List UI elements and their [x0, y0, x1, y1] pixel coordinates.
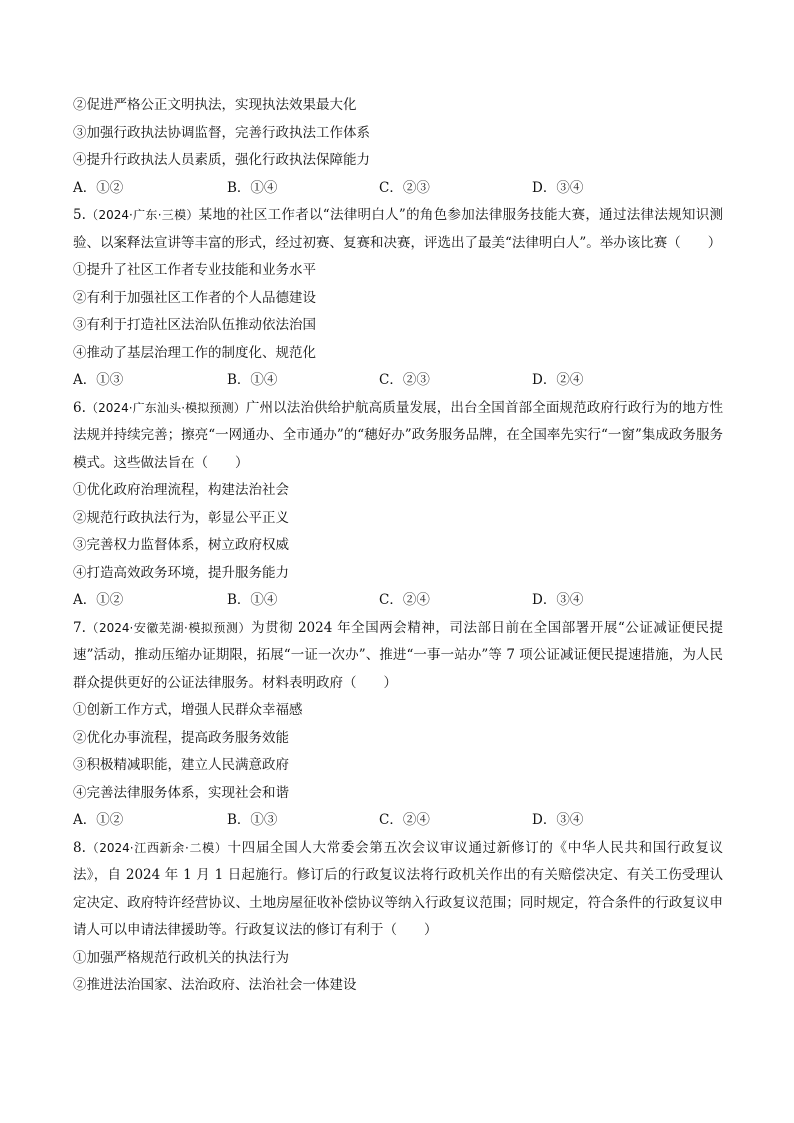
q8-stem — [73, 835, 723, 945]
q4-option-a: A．①② — [73, 179, 124, 196]
question-6 — [73, 395, 723, 615]
q4-item-3: ③加强行政执法协调监督，完善行政执法工作体系 — [73, 124, 370, 141]
q5-item-1: ①提升了社区工作者专业技能和业务水平 — [73, 262, 316, 278]
q6-options — [73, 587, 723, 615]
q6-item-4: ④打造高效政务环境，提升服务能力 — [73, 564, 289, 581]
q5-stem — [73, 202, 723, 257]
q7-option-c: C．②④ — [379, 812, 430, 828]
page-content — [73, 92, 723, 1000]
q5-number: 5. — [73, 207, 86, 223]
q4-option-d: D．③④ — [532, 179, 584, 196]
q5-option-a: A．①③ — [73, 372, 124, 388]
q6-item-1: ①优化政府治理流程，构建法治社会 — [73, 482, 289, 498]
q4-option-c: C．②③ — [379, 179, 430, 196]
q7-source: （2024·安徽芜湖·模拟预测） — [85, 620, 252, 635]
q7-option-a: A．①② — [73, 812, 124, 828]
q6-stem — [73, 395, 723, 478]
q5-item-2: ②有利于加强社区工作者的个人品德建设 — [73, 289, 316, 306]
q5-item-3: ③有利于打造社区法治队伍推动依法治国 — [73, 317, 316, 333]
q7-item-3: ③积极精减职能，建立人民满意政府 — [73, 757, 289, 773]
q6-text: 广州以法治供给护航高质量发展，出台全国首部全面规范政府行政行为的地方性法规并持续完善；擦亮“一网通办、全市通办”的“穗好办”政务服务品牌，在全国率先实行“一窗”集成政务服务模式。这些做法旨在（ ） — [73, 399, 723, 471]
q7-item-1: ①创新工作方式，增强人民群众幸福感 — [73, 702, 303, 718]
q6-item-2: ②规范行政执法行为，彰显公平正义 — [73, 509, 289, 526]
q7-option-d: D．③④ — [532, 812, 584, 828]
q6-option-a: A．①② — [73, 592, 124, 608]
q7-text: 为贯彻 2024 年全国两会精神，司法部日前在全国部署开展“公证减证便民提速”活动，推动压缩办证期限，拓展“一证一次办”、推进“一事一站办”等 7 项公证减证便民提速措施，为人民群众提供更好的公证法律服务。材料表明政府（ ） — [73, 619, 724, 691]
q6-item-3: ③完善权力监督体系，树立政府权威 — [73, 537, 289, 553]
q6-number: 6. — [73, 399, 86, 416]
q5-option-b: B．①④ — [227, 372, 278, 388]
q7-options — [73, 807, 723, 835]
q5-option-c: C．②③ — [379, 372, 430, 388]
q5-option-d: D．②④ — [532, 372, 584, 388]
q8-text: 十四届全国人大常委会第五次会议审议通过新修订的《中华人民共和国行政复议法》，自 2024 年 1 月 1 日起施行。修订后的行政复议法将行政机关作出的有关赔偿决定、有关工伤受理认定决定、政府特许经营协议、土地房屋征收补偿协议等纳入行政复议范围；同时规定，符合条件的行政复议申请人可以申请法律援助等。行政复议法的修订有利于（ ） — [73, 839, 723, 938]
q5-item-4: ④推动了基层治理工作的制度化、规范化 — [73, 344, 316, 361]
question-4-tail — [73, 92, 723, 202]
q6-option-c: C．②④ — [379, 592, 430, 608]
q8-number: 8. — [73, 839, 86, 856]
q4-option-b: B．①④ — [227, 179, 278, 196]
q6-source: （2024·广东汕头·模拟预测） — [85, 400, 246, 415]
q8-item-2: ②推进法治国家、法治政府、法治社会一体建设 — [73, 977, 357, 993]
q6-option-d: D．③④ — [532, 592, 584, 608]
q7-number: 7. — [73, 619, 86, 636]
q4-options — [73, 175, 723, 203]
q5-options — [73, 367, 723, 395]
q8-source: （2024·江西新余·二模） — [85, 840, 228, 855]
q5-source: （2024·广东·三模） — [85, 208, 199, 222]
q4-item-4: ④提升行政执法人员素质，强化行政执法保障能力 — [73, 152, 370, 168]
q8-item-1: ①加强严格规范行政机关的执法行为 — [73, 949, 289, 966]
q7-item-2: ②优化办事流程，提高政务服务效能 — [73, 729, 289, 746]
question-7 — [73, 615, 723, 835]
q6-option-b: B．①④ — [227, 592, 278, 608]
q7-option-b: B．①③ — [227, 812, 278, 828]
q4-item-2: ②促进严格公正文明执法，实现执法效果最大化 — [73, 97, 357, 113]
question-5 — [73, 202, 723, 395]
q5-text: 某地的社区工作者以“法律明白人”的角色参加法律服务技能大赛，通过法律法规知识测验、以案释法宣讲等丰富的形式，经过初赛、复赛和决赛，评选出了最美“法律明白人”。举办该比赛（ ） — [73, 207, 723, 251]
q7-stem — [73, 615, 723, 698]
question-8 — [73, 835, 723, 1000]
q7-item-4: ④完善法律服务体系，实现社会和谐 — [73, 784, 289, 801]
